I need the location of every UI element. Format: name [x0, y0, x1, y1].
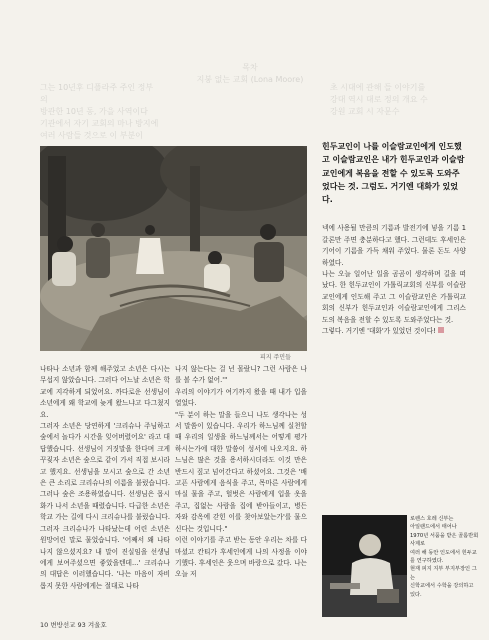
- ghost-header-a: 목차: [242, 63, 258, 72]
- photo-caption: 피지 주민들: [260, 354, 291, 361]
- ghost-line: 강대 역시 대로 정의 개요 수: [330, 95, 428, 104]
- right-column-body: 넥에 사용될 만큼의 기름과 발전기에 넣을 기름 1갈론만 주면 충분하다고 했다. 그런데도 후세인은 기어이 기름을 가득 채워 주었다. 물론 돈도 사양하였다. 나는 오늘 일어난 일을 곰곰이 생각하며 길을 떠났다. 한 힌두교인이 가톨릭교회의 신부를 이슬람교인에게 인도해 주고 그 이슬람교인은 가톨릭교회의 신부가 힌두교인과 이슬람교인에게 그리스도의 복음을 전할 수 있도록 도와주었다는 것. 그렇다. 거기엔 '대화'가 있었던 것이다!: [322, 224, 466, 336]
- ghost-header-b: 지붕 없는 교회 (Lona Moore): [196, 75, 304, 84]
- end-mark: [438, 327, 444, 333]
- page-footer: 10 변방선교 93 겨울호: [40, 621, 107, 629]
- priest-photo-image: [322, 515, 407, 617]
- ghost-line: 그는 10년후 디플라주 주인 정부의: [40, 83, 154, 104]
- right-column-text: [322, 212, 466, 337]
- priest-photo: [322, 515, 407, 617]
- ghost-line: 초 시대에 관해 들 이야기를: [330, 83, 426, 92]
- ghost-line: 강원 교회 시 자문수: [330, 107, 400, 116]
- ghost-left-text: [40, 82, 160, 142]
- middle-column-text: 나지 않는다는 걸 넌 몰랐니? 그런 사람은 나를 볼 수가 없어.'" 우리의 이야기가 여기까지 왔을 때 내가 입을 열었다. "두 분이 하는 말을 들으니 나도 생각나는 성서 말씀이 있습니다. 우리가 하느님께 실천할 때 우리의 일생을 하느님께서는 어떻게 평가하시는가에 대한 말씀이 성서에 나오지요. 하느님은 많은 것을 용서하시더라도 이것 만은 반드시 짚고 넘어간다고 하셨어요. 그것은 '배고픈 사람에게 음식을 주고, 목마른 사람에게 마실 물을 주고, 헐벗은 사람에게 입을 옷을 주고, 집없는 사람을 집에 받아들이고, 병든 자와 감옥에 갇힌 이를 찾아보았는가'를 물으신다는 것입니다." 이런 이야기를 주고 받는 동안 우리는 차를 다 마셨고 칸티가 후세인에게 나의 사정을 이야기했다. 후세인은 웃으며 바랑으로 갔다. 나는 오늘 저: [175, 365, 307, 579]
- pull-quote: 힌두교인이 나를 이슬람교인에게 인도했고 이슬람교인은 내가 힌두교인과 이슬람교인에게 복음을 전할 수 있도록 도와주었다는 것. 그럼도. 거기엔 대화가 있었다.: [322, 142, 465, 205]
- left-column-text: 나타나 소년과 함께 해주었고 소년은 다시는 무섭지 않았습니다. 그러다 어느날 소년은 학교에 지각하게 되었어요. 까다로운 선생님이 소년에게 왜 학교에 늦게 왔느냐고 다그쳤지요. 그러자 소년은 당연하게 '크리슈나 주님하고 숲에서 놀다가 시간을 잊어버렸어요' 라고 대답했습니다. 선생님이 거짓말을 한다며 크게 꾸짖자 소년은 숲으로 같이 가서 직접 보시라고 했지요. 선생님을 모시고 숲으로 간 소년은 큰 소리로 크리슈나의 이름을 불렀습니다. 그러나 숲은 조용하였습니다. 선생님은 몹시 화가 나서 소년을 때렸습니다. 다급한 소년은 학교 가는 길에 다시 크리슈나를 불렀습니다. 그러자 크리슈나가 나타났는데 어린 소년은 원망어린 말로 물었습니다. '어째서 왜 나타나지 않으셨지요? 내 말이 진실임을 선생님에게 보여주셨으면 좋았을텐데...' 크리슈나의 대답은 이러했습니다. '나는 마음이 자비롭지 못한 사람에게는 절대로 나타: [40, 365, 170, 590]
- village-photo: [40, 146, 307, 351]
- ghost-line: 여러 사람들 것으로 이 부분이: [40, 131, 143, 140]
- ghost-line: 방관한 10년 동, 가을 사역이다: [40, 107, 148, 116]
- ghost-header: [175, 62, 325, 86]
- ghost-right-text: [330, 82, 450, 118]
- ghost-line: 기관에서 자기 교회의 마나 방지에: [40, 119, 159, 128]
- priest-caption: 로렌스 호레 신부는 아일랜드에서 태어나 1970년 서품을 받은 골롬반회 사제로 여러 해 동안 인도에서 힌두교를 연구하였다. 현재 피지 지부 부지부장인 그는 신학교에서 수학을 강의하고 있다.: [410, 516, 479, 598]
- village-photo-image: [40, 146, 307, 351]
